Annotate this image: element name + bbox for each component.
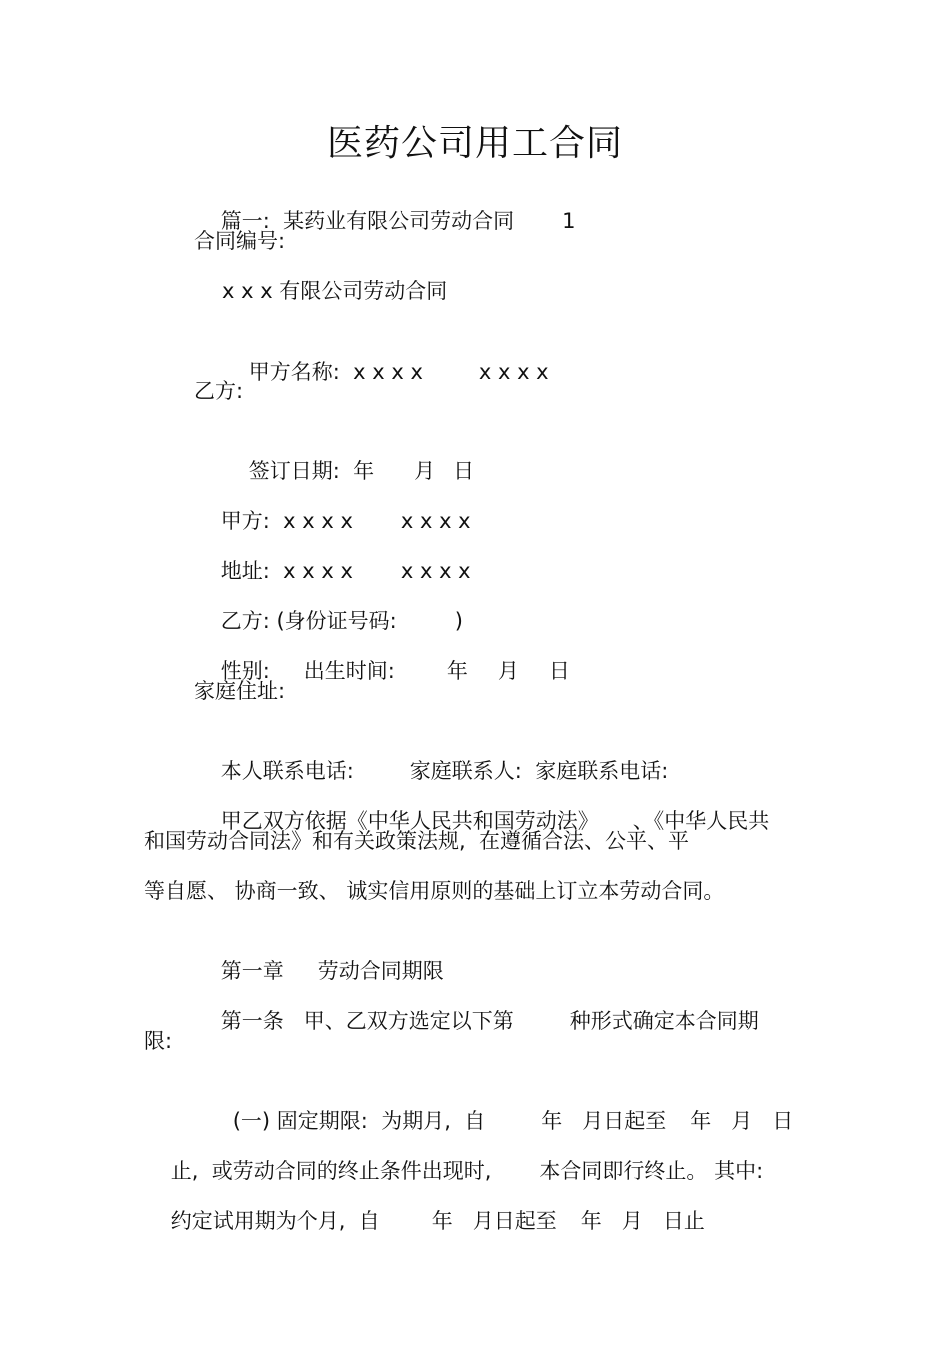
article-1-text-a: 甲、乙双方选定以下第: [303, 1009, 514, 1033]
intro-line-2: 和国劳动合同法》和有关政策法规, 在遵循合法、公平、平: [144, 829, 690, 853]
party-a-name-value: x x x x: [478, 360, 549, 384]
birth-year: 年: [446, 659, 468, 683]
company-contract-title: x x x 有限公司劳动合同: [222, 279, 448, 303]
article-1-label: 第一条: [220, 1009, 284, 1033]
article-1-text-b: 种形式确定本合同期: [569, 1009, 759, 1033]
birth-day: 日: [548, 659, 570, 683]
address-value: x x x x: [400, 559, 471, 583]
party-b-label: 乙方:: [194, 379, 244, 403]
intro-line-3: 等自愿、 协商一致、 诚实信用原则的基础上订立本劳动合同。: [144, 879, 725, 903]
home-address-label: 家庭住址:: [194, 679, 286, 703]
party-a-value: x x x x: [400, 509, 471, 533]
intro-line-1a: 甲乙双方依据《中华人民共和国劳动法》: [220, 809, 599, 833]
party-a-name-label: 甲方名称: x x x x: [248, 360, 423, 384]
family-contact-label: 家庭联系人: 家庭联系电话:: [409, 759, 669, 783]
signing-date-month: 月: [414, 459, 436, 483]
phone-label: 本人联系电话:: [220, 759, 354, 783]
birth-label: 出生时间:: [303, 659, 395, 683]
signing-date-day: 日: [453, 459, 475, 483]
fixed-term-line-3a: 约定试用期为个月, 自: [170, 1209, 380, 1233]
fixed-term-line-2a: 止, 或劳动合同的终止条件出现时,: [170, 1159, 492, 1183]
article-1-line-1: [194, 976, 759, 1066]
fixed-term-line-1b: 年 月日起至: [541, 1109, 667, 1133]
chapter-1-label: 第一章: [220, 959, 284, 983]
party-b-id-close: ): [454, 609, 463, 633]
contract-number-label: 合同编号:: [194, 229, 286, 253]
section-heading-number: 1: [562, 209, 576, 233]
party-b-id-label: 乙方: (身份证号码:: [220, 609, 397, 633]
article-1-line-2: 限:: [144, 1029, 173, 1053]
document-title: 医药公司用工合同: [326, 123, 623, 164]
fixed-term-line-1a: (一) 固定期限: 为期月, 自: [232, 1109, 486, 1133]
chapter-1-title: 劳动合同期限: [317, 959, 444, 983]
party-a-name-line: [222, 327, 549, 417]
fixed-term-line-3b: 年 月日起至: [431, 1209, 557, 1233]
address-label: 地址: x x x x: [220, 559, 353, 583]
fixed-term-line-2b: 本合同即行终止。 其中:: [539, 1159, 764, 1183]
birth-month: 月: [497, 659, 519, 683]
fixed-term-line-3: [144, 1176, 705, 1266]
fixed-term-line-1c: 年 月 日: [690, 1109, 794, 1133]
section-heading-label: 篇一: 某药业有限公司劳动合同: [220, 209, 515, 233]
signing-date-label: 签订日期: 年: [248, 459, 375, 483]
intro-line-1b: 、《中华人民共: [632, 809, 770, 833]
fixed-term-line-3c: 年 月 日止: [580, 1209, 705, 1233]
gender-label: 性别:: [220, 659, 270, 683]
party-a-label: 甲方: x x x x: [220, 509, 353, 533]
